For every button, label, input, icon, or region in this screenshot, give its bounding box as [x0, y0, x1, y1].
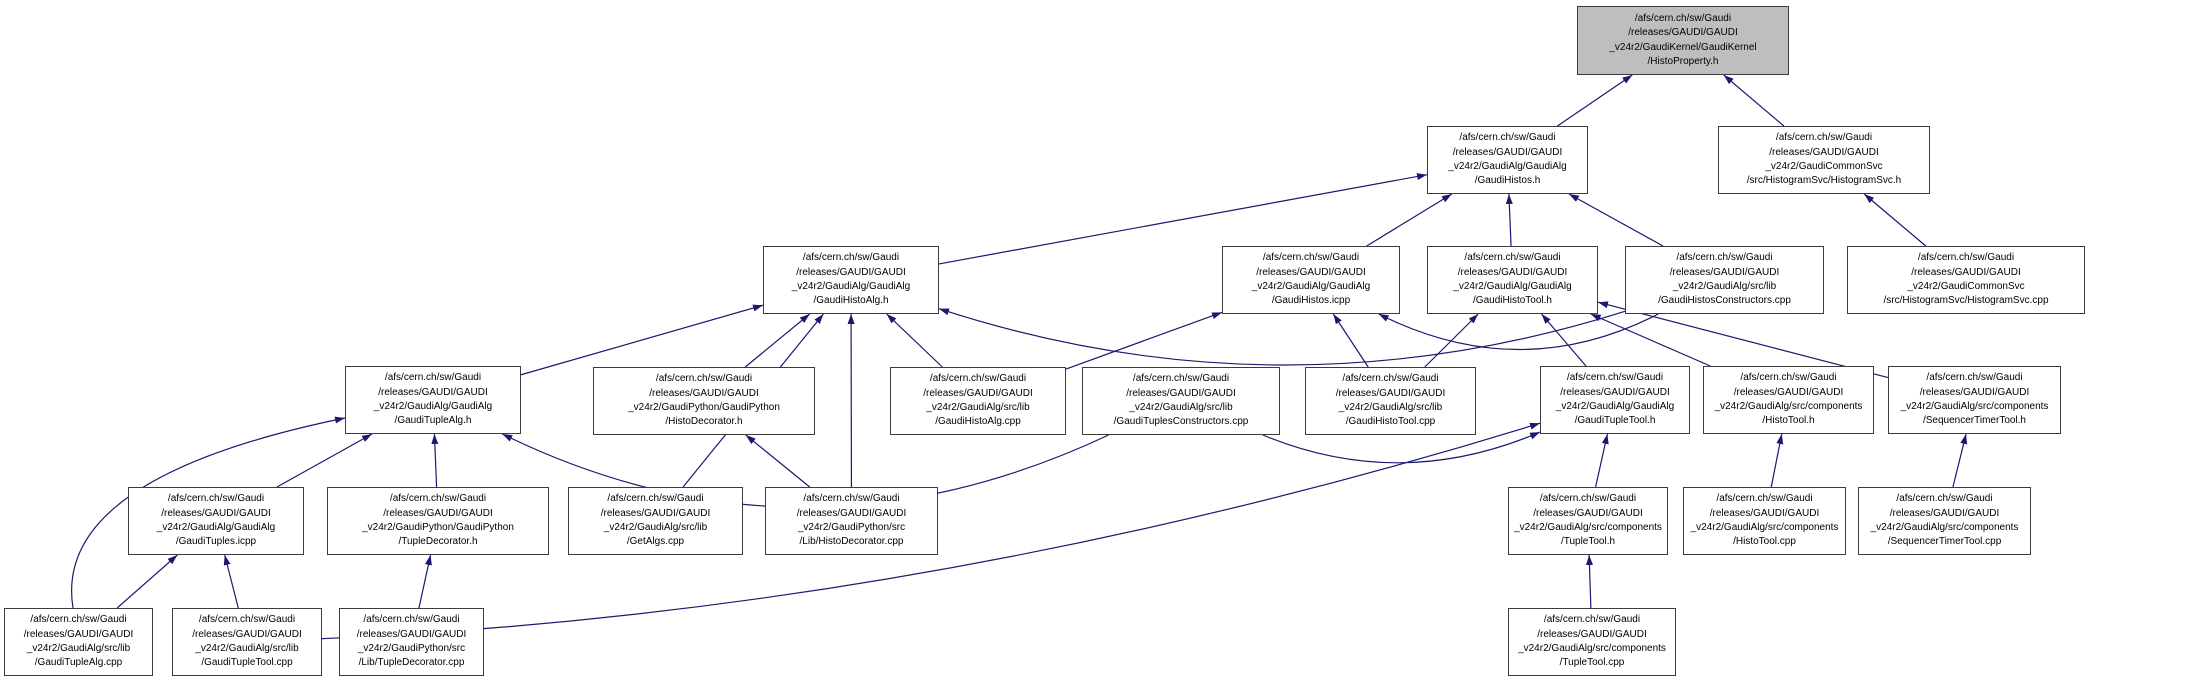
graph-node-gaudihistos-h[interactable]: [1427, 126, 1588, 194]
node-path-line: _v24r2/GaudiAlg/src/lib: [603, 522, 708, 533]
graph-node-tupledecorator-cpp[interactable]: [339, 608, 484, 676]
include-edge: [225, 555, 239, 608]
node-path-line: /afs/cern.ch/sw/Gaudi: [30, 614, 127, 626]
include-edge: [419, 555, 431, 608]
node-path-line: /releases/GAUDI/GAUDI: [1919, 386, 2030, 398]
node-path-line: /releases/GAUDI/GAUDI: [923, 387, 1033, 399]
node-path-line: /afs/cern.ch/sw/Gaudi: [929, 373, 1027, 385]
node-path-line: /releases/GAUDI/GAUDI: [1537, 628, 1647, 640]
node-path-line: _v24r2/GaudiPython/src: [797, 522, 906, 533]
graph-node-histodecorator-h[interactable]: [593, 367, 815, 435]
graph-node-sequencertimertool-cpp[interactable]: [1858, 487, 2031, 555]
node-path-line: /releases/GAUDI/GAUDI: [1533, 507, 1643, 519]
node-path-line: /GaudiTuples.icpp: [175, 536, 257, 548]
node-path-line: _v24r2/GaudiAlg/src/components: [1900, 401, 2049, 412]
node-path-line: /GaudiTupleAlg.h: [394, 415, 472, 427]
node-path-line: /afs/cern.ch/sw/Gaudi: [1342, 373, 1439, 385]
graph-node-histodecorator-cpp[interactable]: [765, 487, 938, 555]
node-path-line: /GaudiHistosConstructors.cpp: [1658, 295, 1791, 307]
node-path-line: /afs/cern.ch/sw/Gaudi: [803, 493, 900, 505]
node-path-line: /releases/GAUDI/GAUDI: [192, 628, 302, 640]
node-path-line: _v24r2/GaudiAlg/src/lib: [1338, 402, 1443, 413]
include-edge: [1367, 194, 1452, 246]
node-path-line: /GaudiTupleTool.cpp: [201, 657, 293, 669]
node-path-line: /afs/cern.ch/sw/Gaudi: [1459, 132, 1556, 144]
include-edge: [1724, 75, 1784, 126]
include-edge: [117, 555, 177, 608]
node-path-line: /releases/GAUDI/GAUDI: [383, 507, 493, 519]
node-path-line: _v24r2/GaudiAlg/GaudiAlg: [373, 401, 493, 412]
node-path-line: _v24r2/GaudiCommonSvc: [1907, 281, 2025, 292]
graph-node-gauditupletool-h[interactable]: [1540, 366, 1690, 434]
node-path-line: /GaudiTupleAlg.cpp: [34, 657, 123, 669]
include-edge: [1263, 432, 1540, 463]
node-path-line: /releases/GAUDI/GAUDI: [1560, 386, 1670, 398]
node-path-line: /afs/cern.ch/sw/Gaudi: [802, 252, 900, 264]
node-path-line: /GaudiTupleTool.h: [1574, 415, 1656, 427]
graph-node-histogramsvc-cpp[interactable]: [1847, 246, 2085, 314]
graph-node-gaudituplealg-h[interactable]: [345, 366, 521, 434]
node-path-line: _v24r2/GaudiAlg/GaudiAlg: [156, 522, 276, 533]
node-path-line: /HistoDecorator.h: [665, 416, 743, 428]
node-path-line: /afs/cern.ch/sw/Gaudi: [1896, 493, 1993, 505]
node-path-line: /SequencerTimerTool.h: [1922, 415, 2026, 427]
graph-node-histogramsvc-h[interactable]: [1718, 126, 1930, 194]
node-path-line: _v24r2/GaudiAlg/src/components: [1514, 522, 1662, 533]
include-edge: [1864, 194, 1926, 246]
node-path-line: /afs/cern.ch/sw/Gaudi: [1676, 252, 1773, 264]
graph-node-tupletool-h[interactable]: [1508, 487, 1668, 555]
include-edge: [1542, 314, 1586, 366]
node-path-line: /TupleTool.cpp: [1559, 657, 1625, 669]
node-path-line: /HistoProperty.h: [1647, 55, 1719, 67]
include-edge: [521, 305, 763, 374]
include-edge: [1379, 314, 1659, 350]
node-path-line: /afs/cern.ch/sw/Gaudi: [1543, 614, 1641, 626]
graph-node-tupletool-cpp[interactable]: [1508, 608, 1676, 676]
node-path-line: /releases/GAUDI/GAUDI: [796, 507, 907, 519]
node-path-line: _v24r2/GaudiAlg/src/components: [1690, 522, 1839, 533]
node-path-line: /afs/cern.ch/sw/Gaudi: [389, 493, 487, 505]
include-edge: [1569, 194, 1663, 246]
node-path-line: /releases/GAUDI/GAUDI: [23, 628, 134, 640]
graph-node-gaudihistoalg-h[interactable]: [763, 246, 939, 314]
include-edge: [434, 434, 436, 487]
node-path-line: /Lib/HistoDecorator.cpp: [799, 536, 904, 548]
node-path-line: /afs/cern.ch/sw/Gaudi: [167, 493, 265, 505]
node-path-line: _v24r2/GaudiAlg/src/lib: [1672, 281, 1777, 292]
node-path-line: /Lib/TupleDecorator.cpp: [358, 657, 465, 669]
node-path-line: _v24r2/GaudiPython/GaudiPython: [362, 522, 514, 533]
include-edge: [939, 309, 1625, 365]
graph-node-sequencertimertool-h[interactable]: [1888, 366, 2061, 434]
include-edge: [746, 435, 810, 487]
include-edge: [1425, 314, 1478, 367]
node-path-line: /releases/GAUDI/GAUDI: [356, 628, 467, 640]
node-path-line: _v24r2/GaudiAlg/src/lib: [1129, 402, 1233, 413]
node-path-line: /afs/cern.ch/sw/Gaudi: [1262, 252, 1360, 264]
node-path-line: _v24r2/GaudiAlg/src/lib: [195, 643, 299, 654]
node-path-line: /releases/GAUDI/GAUDI: [1256, 266, 1366, 278]
node-path-line: /GaudiHistoAlg.cpp: [935, 416, 1021, 428]
include-edge: [277, 434, 372, 487]
node-path-line: /afs/cern.ch/sw/Gaudi: [1917, 252, 2015, 264]
node-path-line: /afs/cern.ch/sw/Gaudi: [1740, 372, 1837, 384]
node-path-line: /GaudiHistoAlg.h: [813, 295, 889, 307]
node-path-line: /afs/cern.ch/sw/Gaudi: [655, 373, 753, 385]
node-path-line: /GaudiHistos.icpp: [1271, 295, 1351, 307]
node-path-line: /HistoTool.cpp: [1733, 536, 1796, 548]
node-path-line: /releases/GAUDI/GAUDI: [1335, 387, 1446, 399]
node-path-line: _v24r2/GaudiAlg/GaudiAlg: [1251, 281, 1371, 292]
node-path-line: /releases/GAUDI/GAUDI: [1669, 266, 1780, 278]
node-path-line: /afs/cern.ch/sw/Gaudi: [607, 493, 704, 505]
node-path-line: _v24r2/GaudiAlg/GaudiAlg: [791, 281, 911, 292]
node-path-line: /afs/cern.ch/sw/Gaudi: [1775, 132, 1873, 144]
graph-node-tupledecorator-h[interactable]: [327, 487, 549, 555]
node-path-line: /releases/GAUDI/GAUDI: [1628, 27, 1738, 39]
graph-node-histoproperty-h[interactable]: [1577, 6, 1789, 75]
node-path-line: /releases/GAUDI/GAUDI: [649, 387, 759, 399]
node-path-line: /GetAlgs.cpp: [626, 536, 685, 548]
node-path-line: _v24r2/GaudiPython/src: [357, 643, 466, 654]
graph-node-gaudihistosconstructors-cpp[interactable]: [1625, 246, 1824, 314]
include-edge: [887, 314, 943, 367]
node-path-line: /afs/cern.ch/sw/Gaudi: [1566, 372, 1664, 384]
node-path-line: /TupleTool.h: [1560, 536, 1616, 548]
node-path-line: /releases/GAUDI/GAUDI: [1889, 507, 2000, 519]
node-path-line: _v24r2/GaudiAlg/GaudiAlg: [1555, 401, 1675, 412]
include-edge: [745, 314, 809, 367]
node-path-line: /releases/GAUDI/GAUDI: [161, 507, 271, 519]
node-path-line: _v24r2/GaudiAlg/GaudiAlg: [1448, 161, 1567, 172]
include-edge: [1509, 194, 1511, 246]
node-path-line: _v24r2/GaudiAlg/src/components: [1518, 643, 1666, 654]
node-path-line: /afs/cern.ch/sw/Gaudi: [363, 614, 460, 626]
node-path-line: /releases/GAUDI/GAUDI: [378, 386, 488, 398]
graph-node-getalgs-cpp[interactable]: [568, 487, 743, 555]
node-path-line: _v24r2/GaudiAlg/src/components: [1870, 522, 2019, 533]
node-path-line: _v24r2/GaudiAlg/GaudiAlg: [1453, 281, 1572, 292]
include-edge: [1953, 434, 1966, 487]
node-path-line: /afs/cern.ch/sw/Gaudi: [384, 372, 482, 384]
node-path-line: /releases/GAUDI/GAUDI: [1769, 146, 1879, 158]
node-path-line: /src/HistogramSvc/HistogramSvc.cpp: [1883, 295, 2049, 307]
node-path-line: _v24r2/GaudiKernel/GaudiKernel: [1609, 41, 1757, 53]
graph-node-gaudihistotool-h[interactable]: [1427, 246, 1598, 314]
node-path-line: _v24r2/GaudiAlg/src/lib: [926, 402, 1030, 413]
node-path-line: /afs/cern.ch/sw/Gaudi: [1132, 373, 1230, 385]
node-path-line: _v24r2/GaudiAlg/src/lib: [26, 643, 131, 654]
graph-node-histotool-cpp[interactable]: [1683, 487, 1846, 555]
graph-node-gaudituplesconstructors-cpp[interactable]: [1082, 367, 1280, 435]
node-path-line: /afs/cern.ch/sw/Gaudi: [1716, 493, 1813, 505]
node-path-line: /afs/cern.ch/sw/Gaudi: [1634, 12, 1732, 24]
node-path-line: _v24r2/GaudiCommonSvc: [1765, 161, 1883, 172]
node-path-line: /TupleDecorator.h: [398, 536, 478, 548]
node-path-line: /GaudiHistoTool.h: [1473, 295, 1552, 307]
graph-node-gaudituples-icpp[interactable]: [128, 487, 304, 555]
node-path-line: /releases/GAUDI/GAUDI: [1733, 386, 1844, 398]
include-edge: [1596, 434, 1608, 487]
node-path-line: /GaudiTuplesConstructors.cpp: [1113, 416, 1249, 428]
include-edge: [1591, 314, 1711, 366]
node-path-line: /afs/cern.ch/sw/Gaudi: [1926, 372, 2023, 384]
include-edge: [1557, 75, 1632, 126]
node-path-line: /src/HistogramSvc/HistogramSvc.h: [1746, 175, 1902, 187]
graph-node-gaudituplealg-cpp[interactable]: [4, 608, 153, 676]
graph-node-gaudihistoalg-cpp[interactable]: [890, 367, 1066, 435]
node-path-line: /releases/GAUDI/GAUDI: [1911, 266, 2021, 278]
node-path-line: /afs/cern.ch/sw/Gaudi: [1539, 493, 1637, 505]
node-path-line: /SequencerTimerTool.cpp: [1887, 536, 2002, 548]
include-edge: [1066, 312, 1222, 369]
include-edge: [1333, 314, 1368, 367]
graph-node-gaudihistotool-cpp[interactable]: [1305, 367, 1476, 435]
node-path-line: _v24r2/GaudiPython/GaudiPython: [628, 402, 780, 413]
node-path-line: /releases/GAUDI/GAUDI: [1709, 507, 1820, 519]
node-path-line: /releases/GAUDI/GAUDI: [796, 266, 906, 278]
node-path-line: /afs/cern.ch/sw/Gaudi: [1464, 252, 1561, 264]
node-path-line: _v24r2/GaudiAlg/src/components: [1714, 401, 1863, 412]
node-path-line: /HistoTool.h: [1762, 415, 1815, 427]
node-path-line: /releases/GAUDI/GAUDI: [1126, 387, 1236, 399]
node-path-line: /releases/GAUDI/GAUDI: [1457, 266, 1568, 278]
graph-node-gauditupletool-cpp[interactable]: [172, 608, 322, 676]
graph-node-gaudihistos-icpp[interactable]: [1222, 246, 1400, 314]
include-edge: [1589, 555, 1591, 608]
graph-node-histotool-h[interactable]: [1703, 366, 1874, 434]
node-path-line: /GaudiHistos.h: [1474, 175, 1541, 187]
node-path-line: /releases/GAUDI/GAUDI: [1452, 146, 1563, 158]
node-path-line: /afs/cern.ch/sw/Gaudi: [198, 614, 296, 626]
node-path-line: /releases/GAUDI/GAUDI: [600, 507, 711, 519]
node-path-line: /GaudiHistoTool.cpp: [1345, 416, 1436, 428]
include-edge: [1771, 434, 1782, 487]
